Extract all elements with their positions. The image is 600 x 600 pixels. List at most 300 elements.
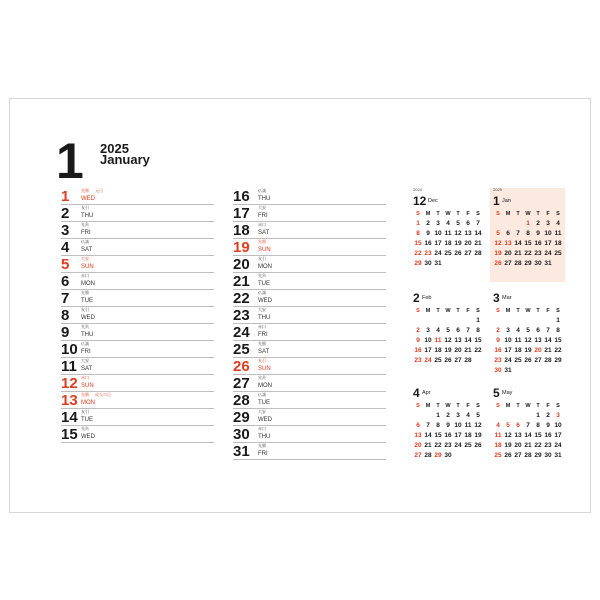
weekday-label: SAT bbox=[81, 247, 93, 253]
mini-day: 5 bbox=[526, 327, 530, 334]
mini-blank bbox=[443, 316, 453, 326]
mini-day: 6 bbox=[536, 327, 540, 334]
day-number: 19 bbox=[233, 239, 250, 256]
day-row bbox=[61, 375, 214, 392]
day-row bbox=[233, 290, 386, 307]
mini-day: 12 bbox=[454, 230, 462, 237]
rokuyo-label: 先負 bbox=[81, 426, 89, 431]
mini-day: 10 bbox=[424, 337, 432, 344]
mini-day: 31 bbox=[544, 260, 552, 267]
day-row bbox=[61, 324, 214, 341]
day-row bbox=[233, 256, 386, 273]
mini-day: 17 bbox=[544, 240, 552, 247]
mini-weekday-header: S bbox=[496, 211, 500, 217]
mini-day: 19 bbox=[454, 240, 462, 247]
mini-day: 23 bbox=[494, 357, 502, 364]
mini-day: 13 bbox=[464, 230, 472, 237]
rokuyo-label: 赤口 bbox=[81, 375, 89, 380]
mini-month-number: 5 bbox=[493, 386, 500, 400]
mini-day: 13 bbox=[514, 432, 522, 439]
mini-calendar-feb bbox=[413, 290, 486, 366]
mini-weekday-header: S bbox=[416, 308, 420, 314]
mini-day: 18 bbox=[494, 442, 502, 449]
mini-weekday-header: W bbox=[445, 308, 451, 314]
day-row bbox=[61, 222, 214, 239]
mini-day: 26 bbox=[494, 260, 502, 267]
month-name: January bbox=[100, 152, 150, 167]
mini-weekday-header: T bbox=[516, 403, 520, 409]
mini-day: 13 bbox=[534, 337, 542, 344]
rokuyo-label: 先負 bbox=[258, 375, 266, 380]
rokuyo-label: 友引 bbox=[258, 256, 266, 261]
weekday-label: MON bbox=[258, 383, 272, 389]
weekday-label: FRI bbox=[258, 332, 268, 338]
mini-day: 12 bbox=[504, 432, 512, 439]
weekday-label: THU bbox=[81, 332, 94, 338]
mini-day: 10 bbox=[544, 230, 552, 237]
day-row bbox=[61, 307, 214, 324]
weekday-label: FRI bbox=[258, 451, 268, 457]
mini-day: 19 bbox=[444, 347, 452, 354]
mini-day: 15 bbox=[474, 337, 482, 344]
year-label: 2025 bbox=[100, 141, 129, 156]
mini-day: 18 bbox=[464, 432, 472, 439]
weekday-label: WED bbox=[81, 434, 95, 440]
mini-day: 21 bbox=[524, 442, 532, 449]
mini-weekday-header: S bbox=[556, 403, 560, 409]
mini-weekday-header: M bbox=[505, 403, 511, 409]
mini-day: 21 bbox=[474, 240, 482, 247]
mini-weekday-header: F bbox=[546, 403, 550, 409]
mini-calendar-header bbox=[493, 187, 566, 209]
mini-day: 28 bbox=[524, 452, 532, 459]
mini-day: 17 bbox=[454, 432, 462, 439]
mini-day: 29 bbox=[534, 452, 542, 459]
mini-day: 9 bbox=[426, 230, 430, 237]
mini-day: 28 bbox=[514, 260, 522, 267]
day-row bbox=[233, 409, 386, 426]
mini-day: 16 bbox=[534, 240, 542, 247]
rokuyo-label: 先負 bbox=[258, 273, 266, 278]
day-number: 20 bbox=[233, 256, 250, 273]
mini-day: 18 bbox=[554, 240, 562, 247]
mini-day: 2 bbox=[496, 327, 500, 334]
mini-day: 24 bbox=[544, 250, 552, 257]
day-number: 4 bbox=[61, 239, 70, 256]
mini-day: 19 bbox=[474, 432, 482, 439]
day-number: 25 bbox=[233, 341, 250, 358]
weekday-label: WED bbox=[81, 315, 95, 321]
day-row bbox=[233, 324, 386, 341]
mini-day: 4 bbox=[466, 412, 470, 419]
mini-weekday-header: W bbox=[525, 403, 531, 409]
mini-day: 26 bbox=[454, 250, 462, 257]
weekday-label: TUE bbox=[258, 400, 270, 406]
day-number: 27 bbox=[233, 375, 250, 392]
mini-weekday-header: S bbox=[476, 403, 480, 409]
day-row bbox=[61, 290, 214, 307]
mini-day: 31 bbox=[434, 260, 442, 267]
mini-day: 3 bbox=[506, 327, 510, 334]
mini-day: 3 bbox=[556, 412, 560, 419]
mini-day: 7 bbox=[546, 327, 550, 334]
weekday-label: FRI bbox=[258, 213, 268, 219]
mini-day: 7 bbox=[426, 422, 430, 429]
mini-day: 5 bbox=[496, 230, 500, 237]
mini-blank bbox=[493, 316, 503, 326]
mini-weekday-header: M bbox=[425, 308, 431, 314]
mini-blank bbox=[433, 316, 443, 326]
mini-day: 13 bbox=[454, 337, 462, 344]
mini-calendar-may bbox=[493, 385, 566, 461]
mini-calendar-jan bbox=[493, 187, 566, 269]
mini-calendar-header bbox=[413, 385, 486, 401]
weekday-label: SUN bbox=[81, 383, 94, 389]
mini-day: 4 bbox=[446, 220, 450, 227]
mini-day: 18 bbox=[434, 347, 442, 354]
mini-day: 23 bbox=[424, 250, 432, 257]
mini-day: 27 bbox=[534, 357, 542, 364]
mini-calendar-grid bbox=[493, 306, 566, 376]
mini-day: 15 bbox=[534, 432, 542, 439]
mini-year: 2024 bbox=[413, 187, 422, 192]
mini-month-name: Dec bbox=[428, 198, 438, 204]
mini-weekday-header: S bbox=[556, 211, 560, 217]
weekday-label: TUE bbox=[258, 281, 270, 287]
mini-day: 20 bbox=[464, 240, 472, 247]
mini-month-name: Jan bbox=[502, 198, 511, 204]
weekday-label: TUE bbox=[81, 298, 93, 304]
mini-day: 8 bbox=[476, 327, 480, 334]
rokuyo-label: 友引 bbox=[258, 358, 266, 363]
mini-day: 25 bbox=[464, 442, 472, 449]
weekday-label: WED bbox=[258, 417, 272, 423]
rokuyo-label: 先負 bbox=[81, 324, 89, 329]
mini-weekday-header: F bbox=[546, 308, 550, 314]
mini-day: 27 bbox=[464, 250, 472, 257]
mini-day: 19 bbox=[504, 442, 512, 449]
weekday-label: FRI bbox=[81, 349, 91, 355]
mini-day: 5 bbox=[446, 327, 450, 334]
mini-day: 10 bbox=[434, 230, 442, 237]
mini-day: 7 bbox=[516, 230, 520, 237]
rokuyo-label: 友引 bbox=[81, 307, 89, 312]
month-number: 1 bbox=[56, 133, 84, 189]
mini-day: 28 bbox=[464, 357, 472, 364]
day-number: 24 bbox=[233, 324, 250, 341]
mini-day: 29 bbox=[554, 357, 562, 364]
mini-day: 18 bbox=[514, 347, 522, 354]
mini-weekday-header: F bbox=[546, 211, 550, 217]
mini-blank bbox=[423, 411, 433, 421]
mini-weekday-header: M bbox=[505, 211, 511, 217]
mini-day: 30 bbox=[494, 367, 502, 374]
day-row bbox=[233, 205, 386, 222]
rokuyo-label: 赤口 bbox=[258, 324, 266, 329]
mini-blank bbox=[503, 219, 513, 229]
mini-calendar-mar bbox=[493, 290, 566, 376]
mini-blank bbox=[493, 411, 503, 421]
mini-month-name: Feb bbox=[422, 295, 432, 301]
day-row bbox=[233, 341, 386, 358]
mini-month-number: 12 bbox=[413, 194, 427, 208]
mini-day: 14 bbox=[464, 337, 472, 344]
weekday-label: FRI bbox=[81, 230, 91, 236]
mini-day: 21 bbox=[514, 250, 522, 257]
mini-day: 12 bbox=[474, 422, 482, 429]
rokuyo-label: 仏滅 bbox=[81, 239, 89, 244]
weekday-label: MON bbox=[81, 400, 95, 406]
mini-day: 3 bbox=[546, 220, 550, 227]
day-number: 31 bbox=[233, 443, 250, 460]
mini-day: 6 bbox=[516, 422, 520, 429]
day-row bbox=[61, 273, 214, 290]
rokuyo-label: 大安 bbox=[81, 358, 89, 363]
mini-weekday-header: T bbox=[456, 403, 460, 409]
mini-day: 28 bbox=[424, 452, 432, 459]
day-row bbox=[61, 426, 214, 443]
mini-calendar-grid bbox=[493, 209, 566, 269]
mini-weekday-header: T bbox=[436, 403, 440, 409]
mini-month-number: 2 bbox=[413, 291, 420, 305]
mini-blank bbox=[493, 219, 503, 229]
mini-year: 2025 bbox=[493, 187, 502, 192]
mini-blank bbox=[413, 411, 423, 421]
rokuyo-label: 先負 bbox=[81, 222, 89, 227]
mini-calendar-header bbox=[493, 385, 566, 401]
rokuyo-label: 大安 bbox=[258, 205, 266, 210]
day-row bbox=[61, 256, 214, 273]
mini-day: 1 bbox=[436, 412, 440, 419]
day-row bbox=[233, 222, 386, 239]
day-number: 14 bbox=[61, 409, 78, 426]
mini-day: 1 bbox=[526, 220, 530, 227]
mini-day: 16 bbox=[424, 240, 432, 247]
mini-calendar-dec bbox=[413, 187, 486, 269]
mini-day: 24 bbox=[504, 357, 512, 364]
mini-blank bbox=[503, 316, 513, 326]
rokuyo-label: 仏滅 bbox=[258, 188, 266, 193]
mini-day: 11 bbox=[444, 230, 452, 237]
day-row bbox=[233, 307, 386, 324]
mini-weekday-header: T bbox=[456, 211, 460, 217]
day-number: 23 bbox=[233, 307, 250, 324]
mini-day: 16 bbox=[444, 432, 452, 439]
mini-month-number: 3 bbox=[493, 291, 500, 305]
weekday-label: THU bbox=[81, 213, 94, 219]
mini-weekday-header: M bbox=[425, 403, 431, 409]
rokuyo-label: 友引 bbox=[81, 205, 89, 210]
mini-day: 23 bbox=[534, 250, 542, 257]
mini-day: 30 bbox=[534, 260, 542, 267]
mini-month-name: Apr bbox=[422, 390, 431, 396]
day-row bbox=[233, 392, 386, 409]
mini-day: 16 bbox=[544, 432, 552, 439]
mini-day: 29 bbox=[414, 260, 422, 267]
mini-day: 15 bbox=[434, 432, 442, 439]
mini-day: 4 bbox=[436, 327, 440, 334]
mini-day: 21 bbox=[464, 347, 472, 354]
mini-day: 23 bbox=[414, 357, 422, 364]
mini-weekday-header: S bbox=[556, 308, 560, 314]
rokuyo-label: 先勝 bbox=[258, 239, 266, 244]
mini-day: 6 bbox=[466, 220, 470, 227]
mini-day: 2 bbox=[536, 220, 540, 227]
mini-weekday-header: T bbox=[536, 308, 540, 314]
day-number: 21 bbox=[233, 273, 250, 290]
mini-weekday-header: S bbox=[496, 403, 500, 409]
mini-day: 25 bbox=[514, 357, 522, 364]
mini-blank bbox=[513, 316, 523, 326]
mini-day: 22 bbox=[554, 347, 562, 354]
day-number: 11 bbox=[61, 358, 77, 375]
mini-day: 2 bbox=[426, 220, 430, 227]
weekday-label: THU bbox=[258, 315, 271, 321]
rokuyo-label: 赤口 bbox=[81, 273, 89, 278]
mini-blank bbox=[513, 411, 523, 421]
mini-day: 14 bbox=[544, 337, 552, 344]
rokuyo-label: 先勝 bbox=[81, 392, 89, 397]
mini-day: 4 bbox=[516, 327, 520, 334]
mini-day: 11 bbox=[494, 432, 502, 439]
mini-day: 13 bbox=[504, 240, 512, 247]
mini-weekday-header: S bbox=[416, 211, 420, 217]
mini-blank bbox=[543, 316, 553, 326]
mini-day: 4 bbox=[556, 220, 560, 227]
mini-day: 11 bbox=[554, 230, 562, 237]
mini-day: 6 bbox=[506, 230, 510, 237]
mini-day: 29 bbox=[524, 260, 532, 267]
weekday-label: TUE bbox=[81, 417, 93, 423]
weekday-label: THU bbox=[258, 434, 271, 440]
mini-day: 20 bbox=[504, 250, 512, 257]
day-row bbox=[233, 273, 386, 290]
rokuyo-label: 仏滅 bbox=[81, 341, 89, 346]
rokuyo-label: 友引 bbox=[81, 409, 89, 414]
mini-month-number: 1 bbox=[493, 194, 500, 208]
mini-day: 24 bbox=[434, 250, 442, 257]
day-number: 3 bbox=[61, 222, 70, 239]
day-number: 15 bbox=[61, 426, 78, 443]
weekday-label: SUN bbox=[81, 264, 94, 270]
day-number: 16 bbox=[233, 188, 250, 205]
day-number: 12 bbox=[61, 375, 78, 392]
mini-weekday-header: M bbox=[505, 308, 511, 314]
mini-day: 3 bbox=[436, 220, 440, 227]
day-number: 30 bbox=[233, 426, 250, 443]
mini-day: 25 bbox=[554, 250, 562, 257]
mini-day: 28 bbox=[544, 357, 552, 364]
mini-day: 14 bbox=[524, 432, 532, 439]
weekday-label: SUN bbox=[258, 247, 271, 253]
mini-day: 8 bbox=[416, 230, 420, 237]
mini-day: 26 bbox=[524, 357, 532, 364]
mini-day: 16 bbox=[414, 347, 422, 354]
mini-day: 19 bbox=[494, 250, 502, 257]
day-row bbox=[61, 205, 214, 222]
mini-day: 3 bbox=[426, 327, 430, 334]
mini-day: 25 bbox=[434, 357, 442, 364]
mini-day: 11 bbox=[514, 337, 522, 344]
mini-day: 31 bbox=[554, 452, 562, 459]
mini-day: 10 bbox=[554, 422, 562, 429]
mini-day: 15 bbox=[414, 240, 422, 247]
mini-day: 20 bbox=[514, 442, 522, 449]
mini-day: 22 bbox=[534, 442, 542, 449]
mini-day: 7 bbox=[466, 327, 470, 334]
mini-day: 1 bbox=[536, 412, 540, 419]
day-number: 18 bbox=[233, 222, 250, 239]
rokuyo-label: 仏滅 bbox=[258, 392, 266, 397]
mini-day: 16 bbox=[494, 347, 502, 354]
mini-day: 31 bbox=[504, 367, 512, 374]
mini-day: 12 bbox=[444, 337, 452, 344]
mini-day: 17 bbox=[424, 347, 432, 354]
mini-day: 10 bbox=[504, 337, 512, 344]
mini-day: 2 bbox=[416, 327, 420, 334]
mini-calendar-grid bbox=[413, 209, 486, 269]
mini-weekday-header: S bbox=[476, 308, 480, 314]
mini-day: 5 bbox=[476, 412, 480, 419]
day-row bbox=[233, 239, 386, 256]
day-row bbox=[61, 409, 214, 426]
weekday-label: THU bbox=[258, 196, 271, 202]
day-number: 26 bbox=[233, 358, 250, 375]
day-row bbox=[61, 188, 214, 205]
mini-month-number: 4 bbox=[413, 386, 420, 400]
mini-weekday-header: T bbox=[436, 308, 440, 314]
day-number: 22 bbox=[233, 290, 250, 307]
mini-day: 24 bbox=[454, 442, 462, 449]
day-list-right bbox=[233, 188, 386, 460]
mini-day: 24 bbox=[554, 442, 562, 449]
holiday-label: 成人の日 bbox=[95, 392, 111, 397]
rokuyo-label: 先勝 bbox=[258, 443, 266, 448]
weekday-label: SAT bbox=[81, 366, 93, 372]
mini-blank bbox=[523, 316, 533, 326]
mini-day: 8 bbox=[526, 230, 530, 237]
mini-day: 3 bbox=[456, 412, 460, 419]
mini-day: 11 bbox=[464, 422, 472, 429]
mini-day: 2 bbox=[546, 412, 550, 419]
weekday-label: SUN bbox=[258, 366, 271, 372]
mini-day: 7 bbox=[526, 422, 530, 429]
mini-day: 28 bbox=[474, 250, 482, 257]
mini-day: 25 bbox=[494, 452, 502, 459]
day-number: 28 bbox=[233, 392, 250, 409]
mini-day: 26 bbox=[474, 442, 482, 449]
mini-calendar-grid bbox=[413, 401, 486, 461]
mini-weekday-header: W bbox=[525, 211, 531, 217]
mini-day: 9 bbox=[546, 422, 550, 429]
rokuyo-label: 赤口 bbox=[258, 222, 266, 227]
mini-day: 22 bbox=[524, 250, 532, 257]
mini-day: 21 bbox=[544, 347, 552, 354]
day-row bbox=[233, 426, 386, 443]
weekday-label: SAT bbox=[258, 349, 270, 355]
mini-day: 7 bbox=[476, 220, 480, 227]
weekday-label: MON bbox=[258, 264, 272, 270]
mini-day: 1 bbox=[556, 317, 560, 324]
day-row bbox=[233, 188, 386, 205]
mini-weekday-header: W bbox=[445, 211, 451, 217]
mini-day: 11 bbox=[434, 337, 442, 344]
day-list-left bbox=[61, 188, 214, 443]
mini-day: 24 bbox=[424, 357, 432, 364]
mini-weekday-header: S bbox=[496, 308, 500, 314]
mini-day: 20 bbox=[414, 442, 422, 449]
rokuyo-label: 大安 bbox=[81, 256, 89, 261]
